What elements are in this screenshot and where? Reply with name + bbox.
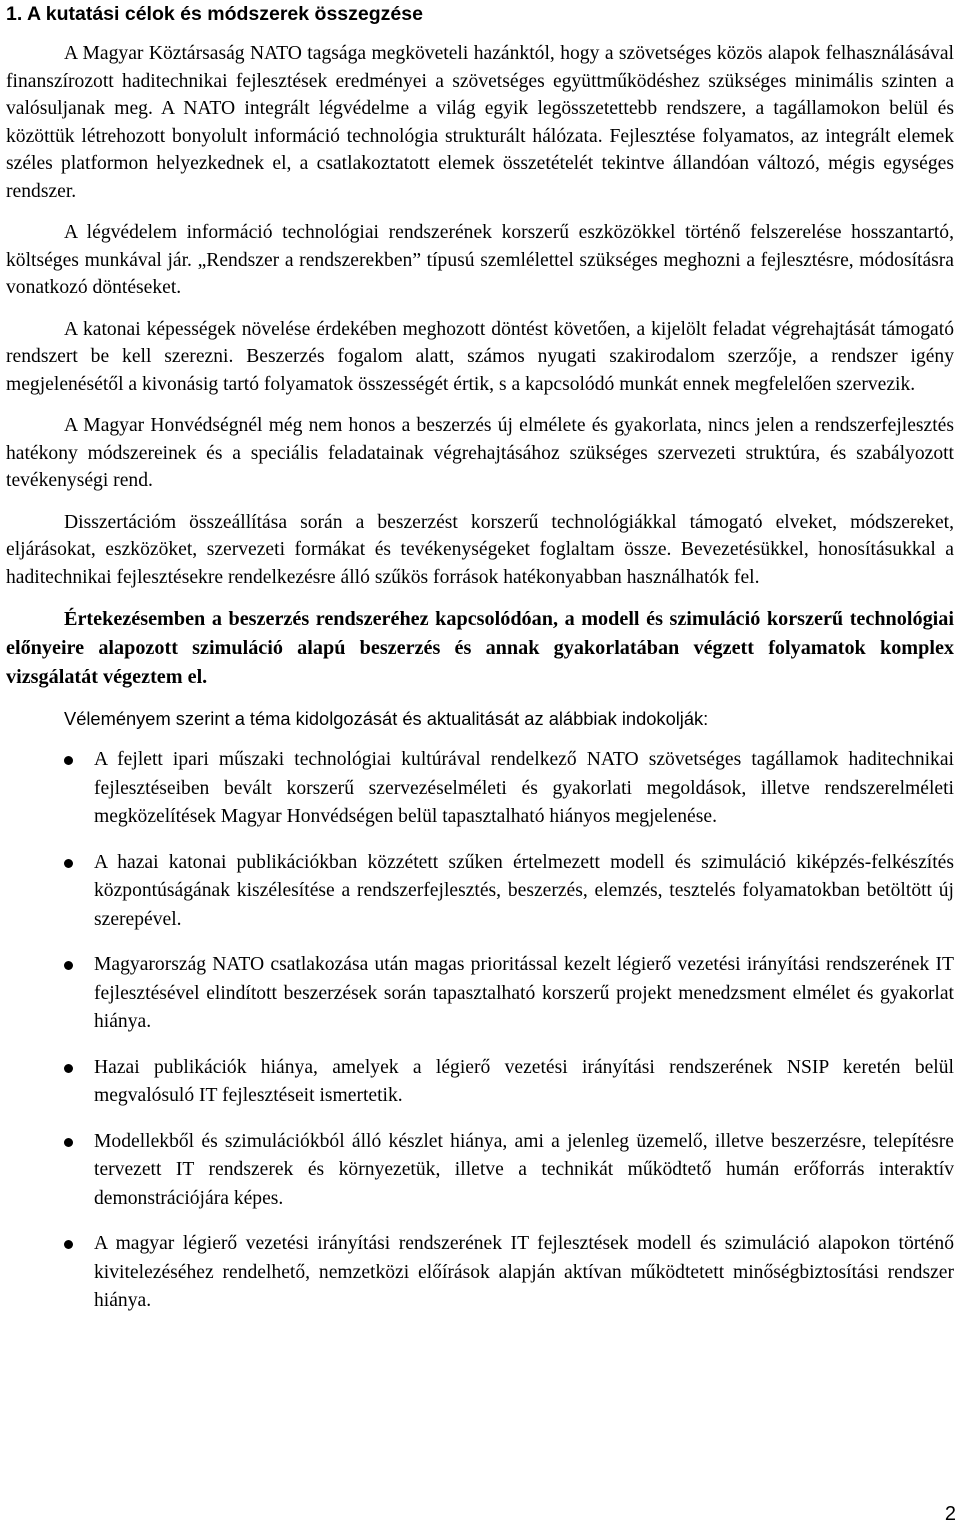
- list-item: [6, 1230, 954, 1316]
- list-item-text: Magyarország NATO csatlakozása után magas prioritással kezelt légierő vezetési irányítási rendszerének IT fejlesztésével elindított beszerzések során tapasztalható korszerű projekt menedzsment elmélet és gyakorlat hiánya.: [94, 954, 954, 1032]
- justification-list: [6, 746, 954, 1316]
- document-page: [6, 0, 954, 1333]
- bullet-icon: [64, 1064, 73, 1073]
- bullet-icon: [64, 756, 73, 765]
- paragraph-dissertation-summary: Disszertációm összeállítása során a beszerzést korszerű technológiákkal támogató elveket, módszereket, eljárásokat, eszközöket, szervezeti formákat és tevékenységeket foglaltam össze. Bevezetésükkel, honosításukkal a haditechnikai fejlesztésekre rendelkezésre álló szűkös források hatékonyabban használhatók fel.: [6, 511, 954, 588]
- list-item: [6, 849, 954, 935]
- bullet-icon: [64, 859, 73, 868]
- section-heading: 1. A kutatási célok és módszerek összegzése: [6, 3, 423, 25]
- list-item: [6, 1054, 954, 1111]
- paragraph-air-defence-it: A légvédelem információ technológiai rendszerének korszerű eszközökkel történő felszerelése hosszantartó, költséges munkával jár. „Rendszer a rendszerekben” típusú szemlélettel szükséges meghozni a fejlesztésre, módosításra vonatkozó döntéseket.: [6, 222, 954, 298]
- paragraph-justification-intro: Véleményem szerint a téma kidolgozását és aktualitását az alábbiak indokolják:: [64, 708, 709, 729]
- list-item-text: Modellekből és szimulációkból álló készlet hiánya, ami a jelenleg üzemelő, illetve beszerzésre, telepítésre tervezett IT rendszerek és környezetük, illetve a technikát működtető humán erőforrás interaktív demonstrációjára képes.: [94, 1130, 954, 1209]
- page-number: 2: [944, 1503, 956, 1525]
- bullet-icon: [64, 961, 73, 970]
- bullet-icon: [64, 1240, 73, 1249]
- list-item-text: Hazai publikációk hiánya, amelyek a légierő vezetési irányítási rendszerének NSIP keretén belül megvalósuló IT fejlesztéseit ismertetik.: [94, 1056, 954, 1106]
- list-item-text: A fejlett ipari műszaki technológiai kultúrával rendelkező NATO szövetséges tagállamok haditechnikai fejlesztéseiben bevált korszerű szervezéselméleti és gyakorlati megoldások, illetve rendszerelméleti megközelítések Magyar Honvédségen belül tapasztalható hiányos megjelenése.: [94, 749, 954, 827]
- list-item: [6, 951, 954, 1037]
- paragraph-hungarian-defence-forces: A Magyar Honvédségnél még nem honos a beszerzés új elmélete és gyakorlata, nincs jelen a rendszerfejlesztés hatékony módszereinek és a speciális feladatainak végrehajtásához szükséges szervezeti struktúra, és szabályozott tevékenységi rend.: [6, 415, 954, 491]
- paragraph-military-capabilities: A katonai képességek növelése érdekében meghozott döntést követően, a kijelölt feladat végrehajtását támogató rendszert be kell szerezni. Beszerzés fogalom alatt, számos nyugati szakirodalom szerzője, a rendszer igény megjelenésétől a kivonásig tartó folyamatok összességét értik, s a kapcsolódó munkát ennek megfelelően szervezik.: [6, 318, 954, 395]
- paragraph-thesis-statement: Értekezésemben a beszerzés rendszeréhez kapcsolódóan, a modell és szimuláció korszerű technológiai előnyeire alapozott szimuláció alapú beszerzés és annak gyakorlatában végzett folyamatok komplex vizsgálatát végeztem el.: [6, 608, 954, 688]
- list-item-text: A magyar légierő vezetési irányítási rendszerének IT fejlesztések modell és szimuláció alapokon történő kivitelezéséhez rendelhető, nemzetközi előírások alapján aktívan működtetett minőségbiztosítási rendszer hiánya.: [94, 1233, 954, 1311]
- list-item: [6, 1128, 954, 1214]
- list-item-text: A hazai katonai publikációkban közzétett szűken értelmezett modell és szimuláció kiképzés-felkészítés központúságának kiszélesítése a rendszerfejlesztés, beszerzés, elemzés, tesztelés folyamatokban betöltött új szerepével.: [94, 851, 954, 930]
- list-item: [6, 746, 954, 832]
- bullet-icon: [64, 1138, 73, 1147]
- paragraph-nato-membership: A Magyar Köztársaság NATO tagsága megköveteli hazánktól, hogy a szövetséges közös alapok felhasználásával finanszírozott haditechnikai fejlesztések eredményei a szövetséges együttműködéshez szükséges minimális szinten a valósuljanak meg. A NATO integrált légvédelme a világ egyik legösszetettebb rendszere, a tagállamokon belül és közöttük létrehozott bonyolult információ technológia strukturált hálózata. Fejlesztése folyamatos, az integrált elemek széles platformon helyezkednek el, a csatlakoztatott elemek összetételét tekintve állandóan változó, mégis egységes rendszer.: [6, 43, 954, 202]
